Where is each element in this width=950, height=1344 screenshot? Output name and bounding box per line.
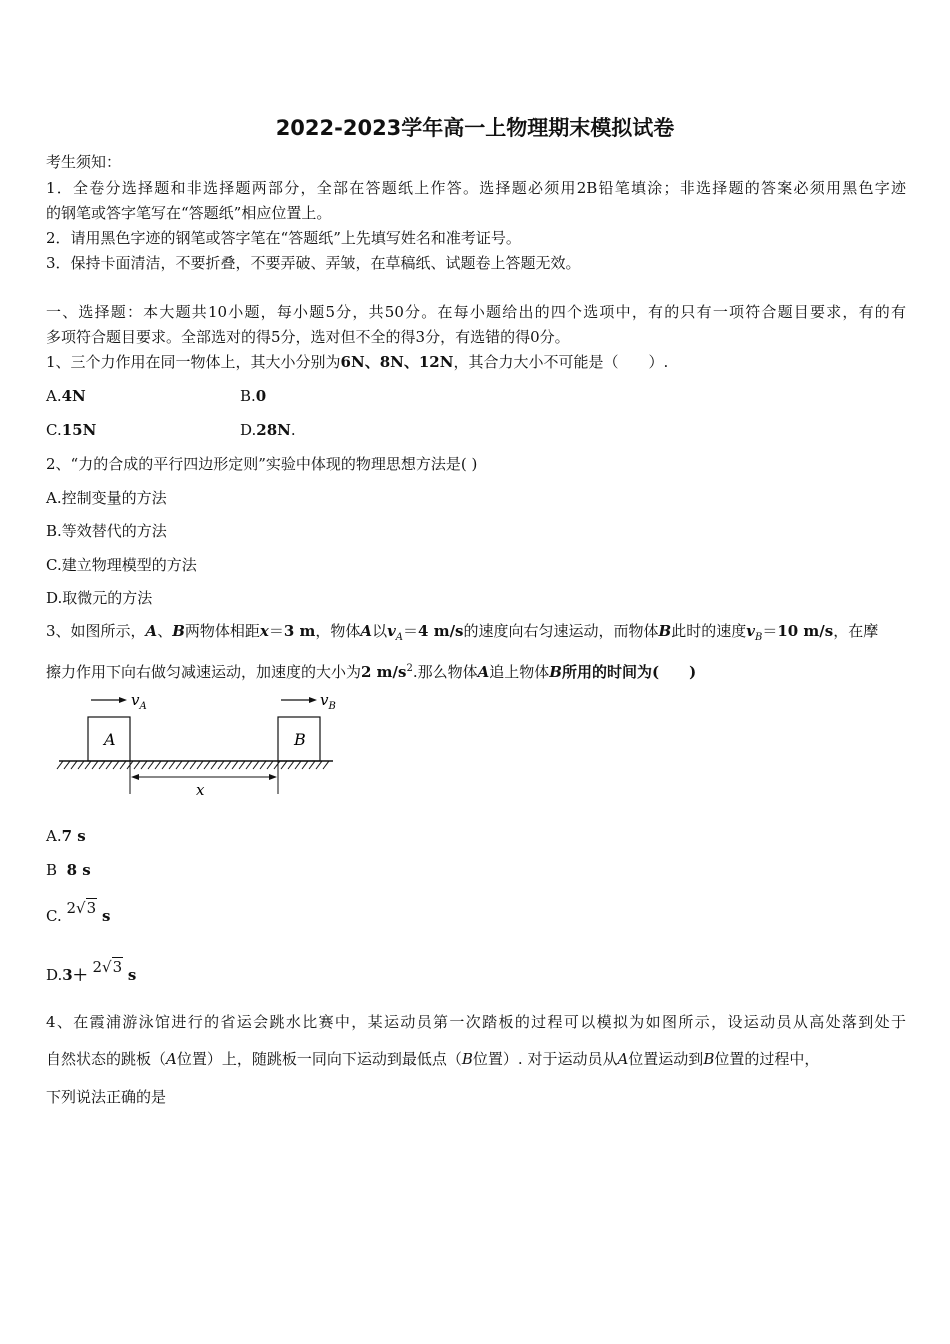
q1-option-a-value: 4N xyxy=(61,387,86,405)
q3-velocity-symbol: v xyxy=(387,622,396,640)
question-4-stem-line-1: 4、在霞浦游泳馆进行的省运会跳水比赛中，某运动员第一次踏板的过程可以模拟为如图所示，设运动员从高处落到处于 xyxy=(46,1013,906,1031)
hatch-mark xyxy=(176,761,182,769)
q3-velocity-b-value: 10 m/s xyxy=(777,622,834,640)
hatch-mark xyxy=(78,761,84,769)
q3-velocity-symbol: v xyxy=(746,622,755,640)
block-b-label: B xyxy=(294,730,306,749)
hatch-mark xyxy=(148,761,154,769)
radicand: 3 xyxy=(86,899,97,917)
notice-item-1-cont: 的钢笔或答字笔写在“答题纸”相应位置上。 xyxy=(46,204,332,222)
hatch-mark xyxy=(309,761,315,769)
q3-distance-value: 3 m xyxy=(283,622,316,640)
q3-text: .那么物体 xyxy=(412,663,478,681)
q3-option-d-radical: 2√3 xyxy=(92,958,123,976)
q1-options-row-1 xyxy=(46,386,906,406)
hatch-mark xyxy=(197,761,203,769)
q3-text: 此时的速度 xyxy=(671,622,747,640)
distance-label: x xyxy=(196,781,205,799)
q3-velocity-sub-b: B xyxy=(754,632,763,643)
notice-heading: 考生须知： xyxy=(46,153,122,171)
hatch-mark xyxy=(141,761,147,769)
q3-option-b-value: 8 s xyxy=(66,861,91,879)
block-a-label: A xyxy=(104,730,116,749)
hatch-mark xyxy=(281,761,287,769)
notice-item-2: 2．请用黑色字迹的钢笔或答字笔在“答题纸”上先填写姓名和准考证号。 xyxy=(46,229,521,247)
velocity-b-label: $v_B$ xyxy=(320,691,336,712)
hatch-mark xyxy=(211,761,217,769)
question-1-stem xyxy=(46,352,906,372)
q3-option-d-label: D. xyxy=(46,966,63,984)
hatch-mark xyxy=(134,761,140,769)
q1-stem-values: 6N、8N、12N xyxy=(340,353,454,371)
question-2-stem: 2、“力的合成的平行四边形定则”实验中体现的物理思想方法是( ) xyxy=(46,455,478,473)
q3-text: 两物体相距 xyxy=(184,622,260,640)
q1-options-row-2 xyxy=(46,420,906,440)
q3-velocity-a-value: 4 m/s xyxy=(418,622,464,640)
hatch-mark xyxy=(120,761,126,769)
section-heading-1: 一、选择题：本大题共10小题，每小题5分，共50分。在每小题给出的四个选项中，有的只有一项符合题目要求，有的有 xyxy=(46,303,906,321)
q2-option-a[interactable]: A.控制变量的方法 xyxy=(46,489,167,507)
hatch-mark xyxy=(302,761,308,769)
q3-text: 的速度向右匀速运动，而物体 xyxy=(463,622,659,640)
q1-stem-a: 1、三个力作用在同一物体上，其大小分别为 xyxy=(46,353,341,371)
q3-option-a[interactable] xyxy=(46,826,906,846)
q3-text: 3、如图所示， xyxy=(46,622,146,640)
hatch-mark xyxy=(260,761,266,769)
q4-text: 位置的过程中， xyxy=(714,1050,820,1068)
q3-object-b: B xyxy=(172,622,185,640)
q3-text: 所用的时间为( ) xyxy=(561,663,697,681)
radical-coefficient: 2 xyxy=(92,958,103,976)
q3-motion-diagram xyxy=(55,688,345,800)
q4-text: 自然状态的跳板（ xyxy=(46,1050,167,1068)
q3-object-a: A xyxy=(360,622,373,640)
q4-position-a: A xyxy=(166,1050,177,1068)
hatch-mark xyxy=(274,761,280,769)
hatch-mark xyxy=(190,761,196,769)
q1-stem-b: ，其合力大小不可能是（ ）. xyxy=(453,353,669,371)
q1-option-b[interactable] xyxy=(240,386,266,406)
section-heading-2: 多项符合题目要求。全部选对的得5分，选对但不全的得3分，有选错的得0分。 xyxy=(46,328,570,346)
q3-ground-hatch xyxy=(57,761,333,769)
notice-item-1: 1．全卷分选择题和非选择题两部分，全部在答题纸上作答。选择题必须用2B铅笔填涂；非选择题的答案必须用黑色字迹 xyxy=(46,179,906,197)
hatch-mark xyxy=(323,761,329,769)
q3-option-c-radical: 2√3 xyxy=(66,899,97,917)
q2-option-d[interactable]: D.取微元的方法 xyxy=(46,589,153,607)
q4-position-b: B xyxy=(461,1050,473,1068)
q3-text: 、 xyxy=(157,622,173,640)
hatch-mark xyxy=(64,761,70,769)
hatch-mark xyxy=(288,761,294,769)
hatch-mark xyxy=(204,761,210,769)
velocity-b-arrow xyxy=(281,697,317,703)
radicand: 3 xyxy=(112,958,123,976)
page-title: 2022-2023学年高一上物理期末模拟试卷 xyxy=(275,116,675,140)
q3-option-b-label: B xyxy=(46,861,58,879)
q1-option-d-label: D. xyxy=(240,421,257,439)
q3-option-c-unit: s xyxy=(101,907,111,925)
q3-text: ＝ xyxy=(403,622,419,640)
q1-option-d-value: 28N xyxy=(256,421,291,439)
q1-option-b-label: B. xyxy=(240,387,256,405)
q1-option-b-value: 0 xyxy=(255,387,267,405)
q3-option-a-value: 7 s xyxy=(61,827,86,845)
q3-text: 擦力作用下向右做匀减速运动，加速度的大小为 xyxy=(46,663,362,681)
hatch-mark xyxy=(92,761,98,769)
q3-option-d-unit: s xyxy=(127,966,137,984)
hatch-mark xyxy=(253,761,259,769)
q3-object-b: B xyxy=(549,663,562,681)
hatch-mark xyxy=(232,761,238,769)
hatch-mark xyxy=(162,761,168,769)
hatch-mark xyxy=(295,761,301,769)
q3-text: ＝ xyxy=(762,622,778,640)
q3-option-d[interactable] xyxy=(46,958,906,985)
hatch-mark xyxy=(169,761,175,769)
hatch-mark xyxy=(267,761,273,769)
q3-text: ，在摩 xyxy=(833,622,879,640)
hatch-mark xyxy=(57,761,63,769)
q3-option-b[interactable] xyxy=(46,860,906,880)
hatch-mark xyxy=(183,761,189,769)
hatch-mark xyxy=(99,761,105,769)
hatch-mark xyxy=(106,761,112,769)
q3-object-a: A xyxy=(145,622,158,640)
notice-item-3: 3．保持卡面清洁，不要折叠，不要弄破、弄皱，在草稿纸、试题卷上答题无效。 xyxy=(46,254,581,272)
hatch-mark xyxy=(246,761,252,769)
q3-text: 以 xyxy=(372,622,388,640)
q1-option-d[interactable] xyxy=(240,420,296,440)
q3-text: ，物体 xyxy=(315,622,361,640)
q4-text: 位置）. 对于运动员从 xyxy=(472,1050,618,1068)
q3-text: ＝ xyxy=(268,622,284,640)
q3-object-b: B xyxy=(658,622,672,640)
q4-position-a: A xyxy=(617,1050,629,1068)
q4-position-b: B xyxy=(703,1050,715,1068)
question-3-stem-line-1 xyxy=(46,621,906,648)
question-4-stem-line-2 xyxy=(46,1049,906,1069)
q3-acceleration-exponent: 2 xyxy=(406,663,413,674)
q3-option-d-prefix: 3＋ xyxy=(62,966,88,984)
question-4-stem-line-3: 下列说法正确的是 xyxy=(46,1088,167,1106)
q1-option-a[interactable] xyxy=(46,387,86,405)
q3-acceleration-value: 2 m/s xyxy=(361,663,407,681)
q1-option-c-value: 15N xyxy=(61,421,97,439)
hatch-mark xyxy=(71,761,77,769)
q4-text: 位置）上，随跳板一同向下运动到最低点（ xyxy=(176,1050,462,1068)
q3-text: 追上物体 xyxy=(489,663,550,681)
q1-option-a-label: A. xyxy=(46,387,62,405)
q3-option-c-label: C. xyxy=(46,907,62,925)
velocity-a-arrow xyxy=(91,697,127,703)
q2-option-b[interactable]: B.等效替代的方法 xyxy=(46,522,167,540)
q3-object-a: A xyxy=(477,663,490,681)
q3-distance-symbol: x xyxy=(259,622,269,640)
radical-coefficient: 2 xyxy=(66,899,77,917)
hatch-mark xyxy=(225,761,231,769)
q2-option-c[interactable]: C.建立物理模型的方法 xyxy=(46,556,197,574)
q1-option-c[interactable] xyxy=(46,421,96,439)
hatch-mark xyxy=(155,761,161,769)
q3-option-c[interactable] xyxy=(46,899,906,926)
q4-text: 位置运动到 xyxy=(628,1050,704,1068)
velocity-a-label: $v_A$ xyxy=(131,691,147,712)
q1-option-c-label: C. xyxy=(46,421,62,439)
hatch-mark xyxy=(316,761,322,769)
hatch-mark xyxy=(113,761,119,769)
hatch-mark xyxy=(239,761,245,769)
hatch-mark xyxy=(218,761,224,769)
question-3-stem-line-2 xyxy=(46,659,906,682)
q3-velocity-sub-a: A xyxy=(395,632,404,643)
q3-option-a-label: A. xyxy=(46,827,62,845)
hatch-mark xyxy=(85,761,91,769)
q1-option-d-tail: . xyxy=(290,421,296,439)
